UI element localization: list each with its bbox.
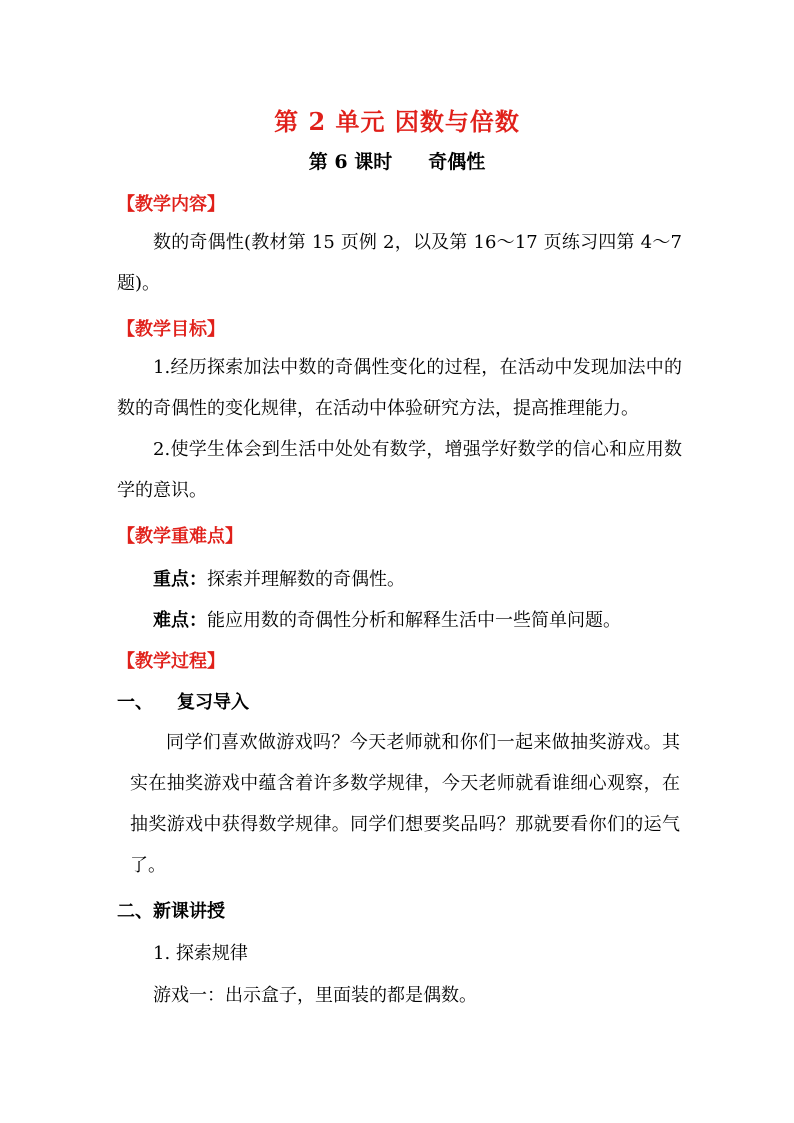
- section-1-title: [117, 688, 249, 714]
- section-1-text: 同学们喜欢做游戏吗？今天老师就和你们一起来做抽奖游戏。其实在抽奖游戏中蕴含着许多数学规律，今天老师就看谁细心观察，在抽奖游戏中获得数学规律。同学们想要奖品吗？那就要看你们的运气了。: [130, 732, 680, 876]
- content-text: 数的奇偶性(教材第 15 页例 2，以及第 16～17 页练习四第 4～7 题)。: [117, 232, 682, 294]
- key-point-text: 探索并理解数的奇偶性。: [207, 569, 405, 590]
- content-heading: 【教学内容】: [117, 194, 225, 215]
- section-2-title: 二、新课讲授: [117, 901, 225, 922]
- section-2-game-1: 游戏一：出示盒子，里面装的都是偶数。: [153, 985, 477, 1006]
- section-2-item-1: 1. 探索规律: [153, 943, 248, 964]
- lesson-subtitle: [0, 147, 794, 174]
- goals-heading: 【教学目标】: [117, 319, 225, 340]
- difficulty-line: [153, 606, 621, 632]
- lesson-name: 奇偶性: [428, 151, 486, 173]
- key-point-line: [153, 565, 405, 591]
- difficulty-label: 难点：: [153, 610, 207, 631]
- keypoints-heading: 【教学重难点】: [117, 526, 243, 547]
- section-1-number: 一、: [117, 692, 153, 713]
- unit-title: 第 2 单元 因数与倍数: [274, 107, 520, 136]
- key-point-label: 重点：: [153, 569, 207, 590]
- lesson-number: 第 6 课时: [308, 151, 393, 173]
- difficulty-text: 能应用数的奇偶性分析和解释生活中一些简单问题。: [207, 610, 621, 631]
- section-1-name: 复习导入: [177, 692, 249, 713]
- goal-item-2: 2.使学生体会到生活中处处有数学，增强学好数学的信心和应用数学的意识。: [117, 439, 682, 501]
- goal-item-1: 1.经历探索加法中数的奇偶性变化的过程，在活动中发现加法中的数的奇偶性的变化规律，在活动中体验研究方法，提高推理能力。: [117, 357, 682, 419]
- process-heading: 【教学过程】: [117, 651, 225, 672]
